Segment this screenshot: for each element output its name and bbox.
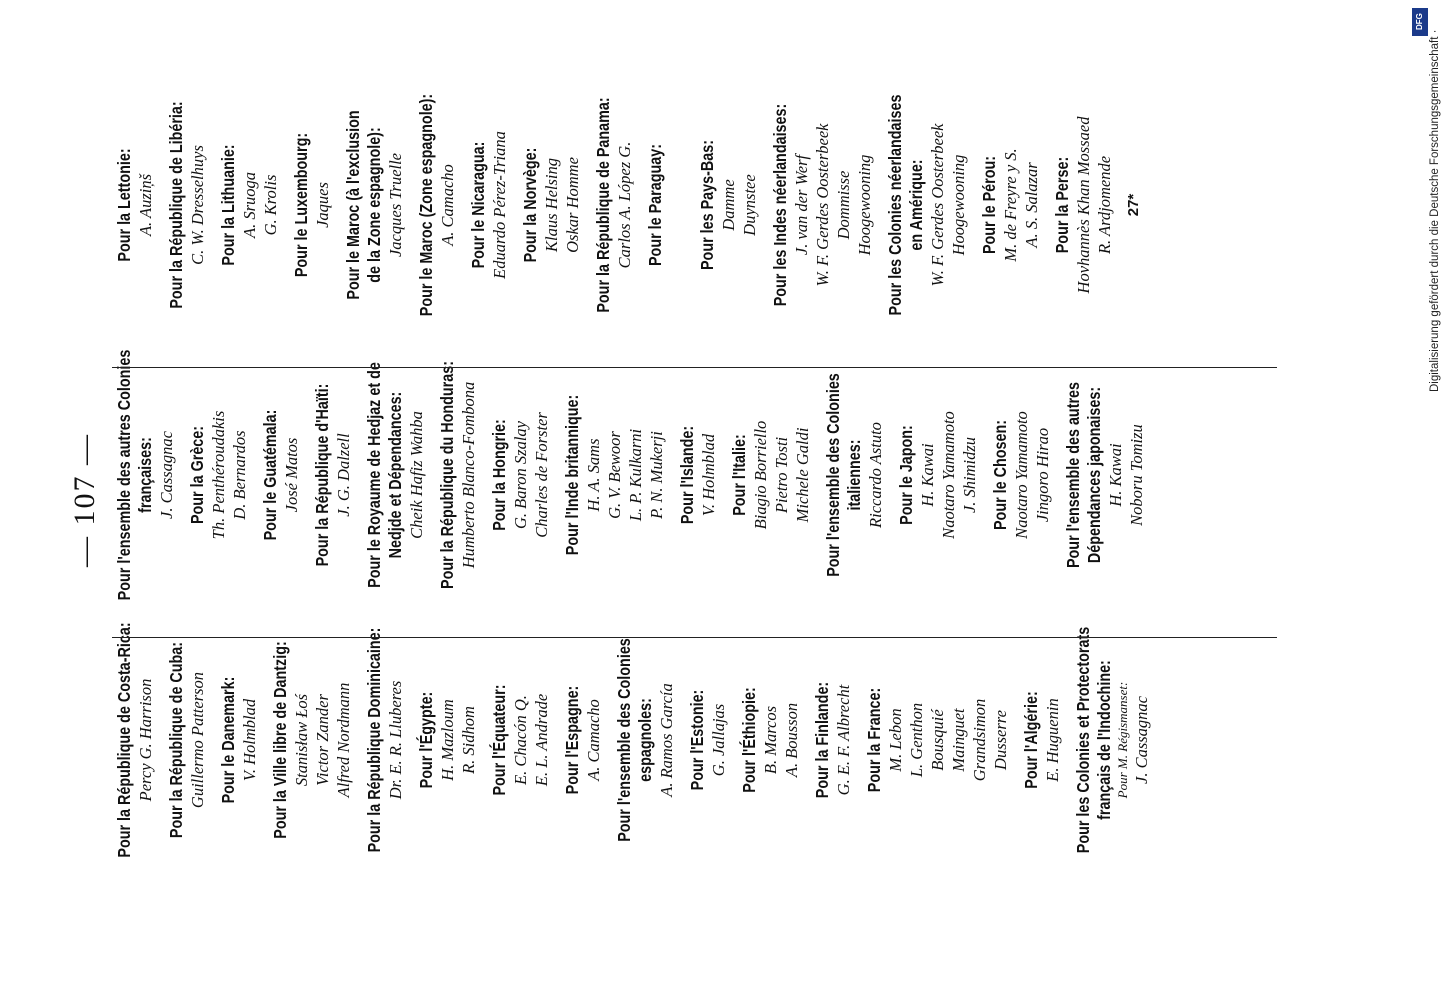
- signatory-name: C. W. Dresselhuys: [188, 145, 207, 265]
- signatory-name: W. F. Gerdes Oosterbeek: [813, 123, 832, 287]
- signatory-name: M. de Freyre y S.: [1001, 148, 1020, 262]
- signatory-group: [562, 585, 604, 895]
- signatory-name: Carlos A. López G.: [615, 141, 634, 269]
- signatory-name: Dr. E. R. Lluberes: [386, 680, 405, 800]
- signatory-name: H. Kawai: [1106, 443, 1125, 507]
- signatory-name: M. Lebon: [886, 708, 905, 772]
- signatory-name: R. Sidhom: [459, 706, 478, 774]
- signatory-name: Grandsimon: [970, 698, 989, 782]
- signatory-name: P. N. Mukerji: [647, 431, 666, 519]
- column-1: [114, 585, 1279, 895]
- signatory-name: José Matos: [282, 437, 301, 513]
- party-heading: Pour l'Éthiopie:: [739, 687, 759, 793]
- signatory-name: H. Kawai: [918, 443, 937, 507]
- signatory-group: [270, 585, 354, 895]
- signatory-name: Biagio Borriello: [751, 420, 770, 530]
- signatory-group: [416, 585, 479, 895]
- party-heading: italiennes:: [844, 439, 864, 511]
- dfg-logo: DFG: [1412, 8, 1428, 36]
- party-heading: Pour la France:: [864, 687, 884, 793]
- signatory-name: Michele Galdi: [793, 427, 812, 523]
- party-heading: français de l'Indochine:: [1094, 660, 1114, 820]
- party-heading: Pour la République de Libéria:: [166, 101, 186, 309]
- party-heading: Pour la Grèce:: [187, 425, 207, 525]
- signatory-name: G. E. F. Albrecht: [834, 684, 853, 796]
- signatory-group: [687, 585, 729, 895]
- signatory-name: A. S. Salazar: [1022, 162, 1041, 248]
- signatory-group: [520, 50, 583, 360]
- signatory-name: J. Cassagnac: [157, 431, 176, 519]
- signatory-group: [645, 50, 687, 360]
- signatory-name: Hoogewooning: [855, 154, 874, 256]
- signatory-name: Riccardo Astuto: [866, 422, 885, 528]
- signatory-name: Jaques: [313, 182, 332, 228]
- signatory-name: Pietro Tosti: [772, 436, 791, 514]
- signatory-name: J. G. Dalzell: [334, 433, 353, 517]
- party-heading: Pour l'Estonie:: [687, 689, 707, 791]
- signatory-group: [489, 585, 552, 895]
- signatory-name: B. Marcos: [761, 705, 780, 775]
- signatory-name: Hovhannès Khan Mossaed: [1074, 116, 1093, 294]
- signatory-name: J. Shimidzu: [960, 436, 979, 514]
- party-heading: Pour l'Espagne:: [562, 685, 582, 795]
- party-heading: Pour la République de Costa-Rica:: [114, 622, 134, 858]
- party-heading: Pour le Danemark:: [218, 676, 238, 804]
- signatory-name: A. Ramos García: [657, 683, 676, 797]
- signatory-name: Guillermo Patterson: [188, 671, 207, 809]
- signatory-group: [979, 50, 1042, 360]
- party-heading: françaises:: [135, 437, 155, 513]
- signatory-group: [114, 585, 156, 895]
- party-heading: Pour les Indes néerlandaises:: [770, 103, 790, 307]
- signatory-group: [364, 585, 406, 895]
- signatory-group: [218, 585, 260, 895]
- signatory-group: [291, 50, 333, 360]
- signatory-name: H. A. Sams: [584, 438, 603, 512]
- party-heading: Pour l'ensemble des autres: [1063, 381, 1083, 569]
- party-heading: Pour l'Inde britannique:: [562, 394, 582, 556]
- party-heading: Pour la République d'Haïti:: [312, 383, 332, 567]
- party-heading: en Amérique:: [906, 159, 926, 251]
- signatory-name: Duynstee: [740, 174, 759, 236]
- party-heading: de la Zone espagnole):: [364, 127, 384, 283]
- party-heading: Pour la République de Cuba:: [166, 641, 186, 839]
- signatory-name: Oskar Homme: [563, 157, 582, 253]
- signatory-group: [739, 585, 802, 895]
- party-heading: Pour la Finlande:: [812, 681, 832, 799]
- signatory-name: Charles de Forster: [532, 412, 551, 538]
- signatory-name: Mainguet: [949, 708, 968, 772]
- signatory-group: [166, 585, 208, 895]
- signatory-name: Jacques Truelle: [386, 152, 405, 258]
- signatory-group: [614, 585, 677, 895]
- signatory-name: A. Bousson: [782, 702, 801, 778]
- column-3: [114, 50, 1279, 360]
- sheet-signature-mark: 27*: [1125, 193, 1142, 217]
- signatory-group: [593, 50, 635, 360]
- signatory-group: [114, 50, 156, 360]
- signatory-name: E. Huguenin: [1043, 698, 1062, 782]
- signatory-group: [864, 585, 1011, 895]
- signatory-name: Stanisław Łoś: [292, 693, 311, 787]
- party-heading: Pour le Chosen:: [990, 419, 1010, 531]
- signatory-name: Cheik Hafiz Wahba: [407, 411, 426, 539]
- party-heading: Pour l'Islande:: [677, 425, 697, 525]
- party-heading: Pour la Hongrie:: [489, 419, 509, 531]
- signatory-name: A. Sruoga: [240, 172, 259, 238]
- signatory-name: G. Baron Szalay: [511, 421, 530, 530]
- party-heading: Dépendances japonaises:: [1084, 386, 1104, 564]
- page-number: — 107 —: [68, 433, 101, 567]
- signatory-name: R. Ardjomende: [1095, 155, 1114, 255]
- signatory-name: Percy G. Harrison: [136, 678, 155, 802]
- party-heading: Pour le Maroc (à l'exclusion: [343, 110, 363, 300]
- party-heading: Pour le Paraguay:: [645, 143, 665, 267]
- signatory-name: L. P. Kulkarni: [626, 428, 645, 522]
- signatory-group: [812, 585, 854, 895]
- signatory-name: Humberto Blanco-Fombona: [459, 381, 478, 569]
- party-heading: Pour la République Dominicaine:: [364, 627, 384, 853]
- party-heading: Pour la République du Honduras:: [437, 360, 457, 590]
- party-heading: Pour le Nicaragua:: [468, 141, 488, 269]
- signatory-name: J. Cassagnac: [1132, 696, 1151, 784]
- party-heading: Nedjde et Dépendances:: [385, 391, 405, 559]
- column-divider-2: [112, 367, 1277, 368]
- proxy-note: Pour M. Régismanset:: [1115, 681, 1130, 799]
- rotated-page: [60, 0, 1360, 1000]
- party-heading: Pour l'ensemble des autres Colonies: [114, 349, 134, 601]
- party-heading: Pour l'ensemble des Colonies: [823, 373, 843, 577]
- signatory-name: Noboru Tomizu: [1127, 424, 1146, 526]
- signatory-name: G. Jallajas: [709, 703, 728, 777]
- signatory-name: A. Camacho: [584, 699, 603, 781]
- party-heading: Pour le Luxembourg:: [291, 132, 311, 278]
- party-heading: Pour l'Algérie:: [1021, 691, 1041, 789]
- party-heading: Pour l'ensemble des Colonies: [614, 638, 634, 842]
- party-heading: Pour la Perse:: [1052, 156, 1072, 254]
- signatory-name: G. V. Bewoor: [605, 431, 624, 519]
- party-heading: Pour les Colonies et Protectorats: [1073, 626, 1093, 854]
- party-heading: Pour le Royaume de Hedjaz et de: [364, 362, 384, 588]
- party-heading: Pour le Japon:: [896, 425, 916, 525]
- signatory-group: [166, 50, 208, 360]
- signatory-name: E. Chacón Q.: [511, 695, 530, 785]
- signatory-name: Jingoro Hirao: [1033, 427, 1052, 523]
- digitization-credit: [1410, 0, 1441, 1000]
- signatory-name: Eduardo Pérez-Triana: [490, 131, 509, 279]
- signatory-name: L. Genthon: [907, 702, 926, 778]
- signatory-name: G. Krolis: [261, 174, 280, 236]
- signatory-name: Naotaro Yamamoto: [1012, 411, 1031, 539]
- party-heading: Pour la Ville libre de Dantzig:: [270, 641, 290, 839]
- signatory-name: Klaus Helsing: [542, 158, 561, 252]
- signatory-group: [697, 50, 760, 360]
- signatory-name: Alfred Nordmann: [334, 682, 353, 798]
- signatory-name: Dommisse: [834, 170, 853, 240]
- signatory-name: Hoogewooning: [949, 154, 968, 256]
- signatory-name: V. Holmblad: [699, 433, 718, 517]
- column-divider-1: [112, 637, 1277, 638]
- signatory-group: [468, 50, 510, 360]
- signatory-name: A. Camacho: [438, 164, 457, 246]
- signatory-name: Dusserre: [991, 710, 1010, 770]
- signatory-group: [885, 50, 969, 360]
- party-heading: Pour l'Égypte:: [416, 691, 436, 789]
- signatory-name: Damme: [719, 179, 738, 231]
- party-heading: Pour la Lettonie:: [114, 148, 134, 262]
- party-heading: Pour la Lithuanie:: [218, 144, 238, 266]
- signatory-name: E. L. Andrade: [532, 693, 551, 787]
- party-heading: Pour les Pays-Bas:: [697, 140, 717, 271]
- signatory-name: J. van der Werf: [792, 154, 811, 256]
- party-heading: espagnoles:: [635, 698, 655, 782]
- signatory-group: [218, 50, 281, 360]
- signatory-group: [416, 50, 458, 360]
- blank-signature-space: [666, 50, 687, 360]
- party-heading: Pour les Colonies néerlandaises: [885, 94, 905, 316]
- party-heading: Pour le Maroc (Zone espagnole):: [416, 93, 436, 317]
- signatory-name: Naotaro Yamamoto: [939, 411, 958, 539]
- signatory-name: Bousquié: [928, 709, 947, 771]
- signatory-name: Victor Zander: [313, 694, 332, 786]
- signatory-group: [343, 50, 406, 360]
- signatory-group: [1052, 50, 1115, 360]
- party-heading: Pour la Norvège:: [520, 147, 540, 263]
- party-heading: Pour l'Italie:: [729, 434, 749, 516]
- signatory-name: D. Bernardos: [230, 430, 249, 520]
- signatory-group: [1073, 585, 1152, 895]
- signatory-name: W. F. Gerdes Oosterbeek: [928, 123, 947, 287]
- signatory-name: V. Holmblad: [240, 698, 259, 782]
- signatory-name: H. Mazloum: [438, 699, 457, 781]
- signatory-group: [770, 50, 875, 360]
- party-heading: Pour la République de Panama:: [593, 97, 613, 313]
- signatory-group: [1021, 585, 1063, 895]
- credit-text: Digitalisierung gefördert durch die Deutsche Forschungsgemeinschaft ·: [1429, 29, 1441, 392]
- party-heading: Pour le Pérou:: [979, 155, 999, 255]
- party-heading: Pour l'Équateur:: [489, 684, 509, 796]
- party-heading: Pour le Guatémala:: [260, 409, 280, 541]
- signatory-name: Th. Penthéroudakis: [209, 410, 228, 540]
- signatory-name: A. Auziņš: [136, 173, 155, 237]
